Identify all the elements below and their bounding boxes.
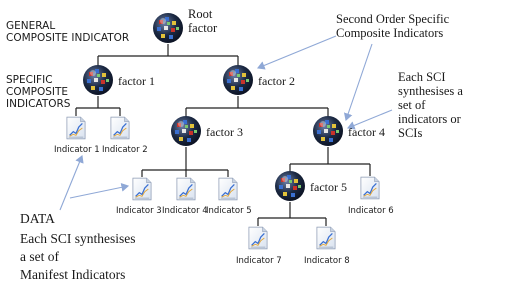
root-factor-node-icon [153, 13, 183, 43]
indicator5-icon [219, 178, 237, 200]
factor5-node-icon [275, 171, 305, 201]
root-factor-label [188, 7, 217, 35]
data-label [20, 210, 55, 228]
factor3-label: factor 3 [206, 125, 243, 139]
factor1-label: factor 1 [118, 74, 155, 88]
arrow-to-factor2 [258, 36, 336, 68]
indicator5-label: Indicator 5 [206, 206, 252, 216]
indicator8-label: Indicator 8 [304, 256, 350, 266]
indicator4-icon [177, 178, 195, 200]
indicator1-label: Indicator 1 [54, 145, 100, 155]
specific-indicators-text: SPECIFIC COMPOSITE INDICATORS [6, 74, 71, 110]
arrow-to-factor4 [346, 44, 372, 120]
indicator8-icon [317, 227, 335, 249]
factor2-node-icon [223, 65, 253, 95]
indicator3-icon [133, 178, 151, 200]
second-order-label [336, 12, 449, 40]
indicator1-icon [67, 117, 85, 139]
each-sci-label [398, 70, 463, 140]
factor4-label: factor 4 [348, 125, 385, 139]
indicator2-label: Indicator 2 [102, 145, 148, 155]
indicator6-icon [361, 177, 379, 199]
indicator7-icon [249, 227, 267, 249]
general-indicator-text: GENERAL COMPOSITE INDICATOR [6, 20, 130, 44]
indicator3-label: Indicator 3 [116, 206, 162, 216]
arrow-to-indicator3 [70, 186, 128, 198]
each-sci-text: Each SCI synthesises a set of indicators or SCIs [398, 70, 463, 140]
factor2-label: factor 2 [258, 74, 295, 88]
factor5-label: factor 5 [310, 180, 347, 194]
arrow-to-indicator1 [60, 156, 82, 210]
second-order-text: Second Order Specific Composite Indicators [336, 12, 450, 40]
factor3-node-icon [171, 116, 201, 146]
root-factor-text: Root factor [188, 7, 218, 35]
indicator6-label: Indicator 6 [348, 206, 394, 216]
indicator2-icon [111, 117, 129, 139]
manifest-label [20, 230, 136, 284]
factor1-node-icon [83, 65, 113, 95]
data-title-text: DATA [20, 211, 55, 226]
specific-indicators-label [6, 74, 70, 110]
manifest-text: Each SCI synthesises a set of Manifest Indicators [20, 231, 136, 282]
indicator4-label: Indicator 4 [162, 206, 208, 216]
factor4-node-icon [313, 116, 343, 146]
indicator7-label: Indicator 7 [236, 256, 282, 266]
general-indicator-label [6, 20, 129, 44]
